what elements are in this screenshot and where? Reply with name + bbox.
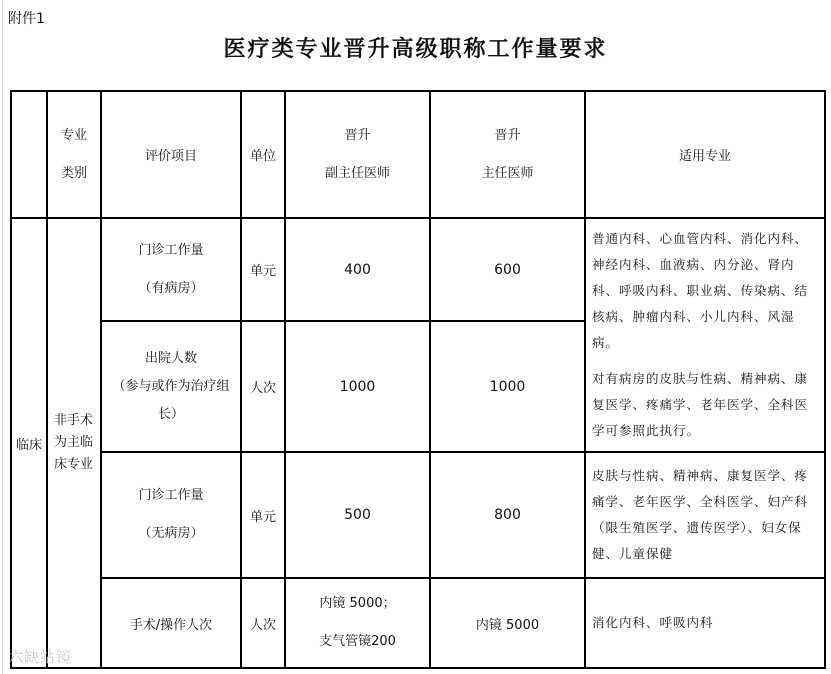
header-unit: 单位 [241,91,285,218]
table-row [11,452,825,578]
chief-value-cell: 1000 [430,321,585,452]
deputy-value-cell: 1000 [285,321,430,452]
subcategory-line: 非手术 [54,413,94,428]
applicable-line: 复医学、疼痛学、老年医学、全科医 [592,397,809,412]
header-deputy-chief [285,91,430,218]
document-title: 医疗类专业晋升高级职称工作量要求 [223,36,608,62]
workload-table [10,90,826,669]
table-row [11,218,825,321]
deputy-value-line: 支气管镜200 [319,634,396,649]
applicable-specialties-cell [585,218,825,452]
applicable-line: 学可参照此执行。 [592,423,701,438]
evaluation-item-cell [101,452,241,578]
attachment-label: 附件1 [8,11,45,27]
applicable-specialties-cell: 消化内科、呼吸内科 [585,578,825,668]
deputy-value-line: 内镜 5000； [319,596,396,611]
subcategory-line: 床专业 [54,457,94,472]
applicable-line: 神经内科、血液病、内分泌、肾内 [592,257,795,272]
header-major-line2: 类别 [60,165,87,181]
evaluation-item-cell [101,321,241,452]
table-row [11,578,825,668]
deputy-value-cell: 400 [285,218,430,321]
subcategory-line: 为主临 [54,435,94,450]
category-cell: 临床 [11,218,47,668]
header-deputy-line2: 副主任医师 [324,165,390,181]
applicable-line: 病。 [592,335,620,350]
unit-cell: 人次 [241,578,285,668]
item-line: 长） [157,406,184,422]
page-left-rule [2,0,3,674]
chief-value-cell: 内镜 5000 [430,578,585,668]
applicable-line: 核病、肿瘤内科、小儿内科、风湿 [592,309,795,324]
header-major-line1: 专业 [60,127,87,143]
evaluation-item-cell [101,218,241,321]
paragraph-gap [592,356,818,366]
unit-cell: 人次 [241,321,285,452]
applicable-line: 科、呼吸内科、职业病、传染病、结 [592,283,809,298]
header-blank-cell [11,91,47,218]
item-line: 出院人数 [144,350,197,366]
header-chief-line1: 晋升 [494,127,521,143]
header-deputy-line1: 晋升 [344,127,371,143]
header-major-category [47,91,101,218]
deputy-value-cell: 500 [285,452,430,578]
evaluation-item-cell: 手术/操作人次 [101,578,241,668]
item-line: 门诊工作量 [138,242,204,258]
item-line: （有病房） [138,280,204,296]
item-line: （参与或作为治疗组 [112,378,230,394]
applicable-line: （限生殖医学、遗传医学）、妇女保 [592,520,802,535]
applicable-line: 普通内科、心血管内科、消化内科、 [592,231,809,246]
watermark-text: 六缺站镜 [8,648,73,666]
header-applicable-specialties: 适用专业 [585,91,825,218]
chief-value-cell: 600 [430,218,585,321]
deputy-value-cell [285,578,430,668]
header-evaluation-item: 评价项目 [101,91,241,218]
subcategory-cell [47,218,101,668]
applicable-line: 健、儿童保健 [592,546,674,561]
item-line: 门诊工作量 [138,488,204,503]
applicable-specialties-cell [585,452,825,578]
applicable-line: 对有病房的皮肤与性病、精神病、康 [592,371,809,386]
applicable-line: 痛学、老年医学、全科医学、妇产科 [592,494,809,509]
header-chief [430,91,585,218]
item-line: （无病房） [138,526,204,541]
unit-cell: 单元 [241,218,285,321]
header-chief-line2: 主任医师 [481,165,534,181]
unit-cell: 单元 [241,452,285,578]
header-row [11,91,825,218]
chief-value-cell: 800 [430,452,585,578]
applicable-line: 皮肤与性病、精神病、康复医学、疼 [592,468,809,483]
